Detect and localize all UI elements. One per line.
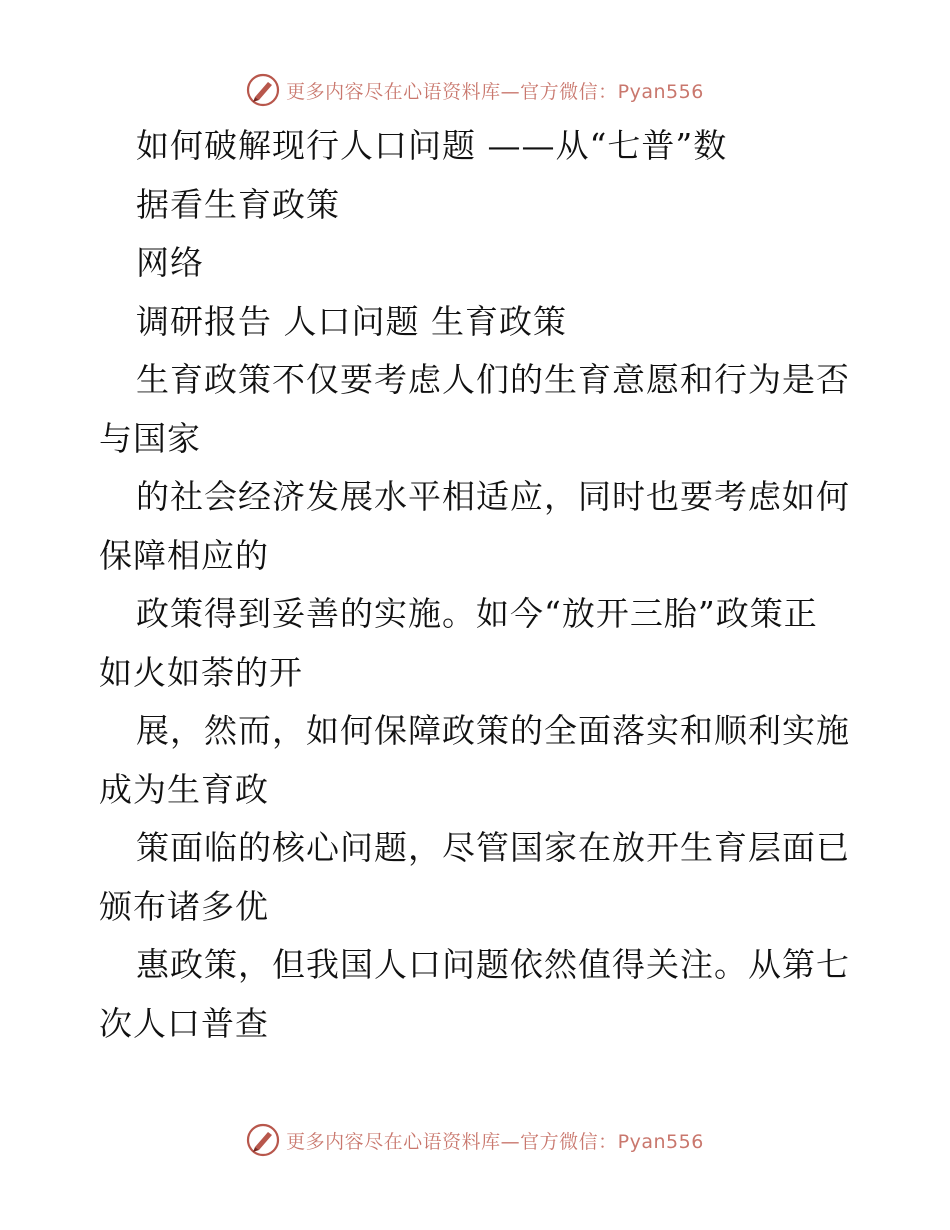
- paragraph-line: 与国家: [99, 418, 201, 458]
- paragraph-line: 成为生育政: [99, 769, 269, 809]
- footer-watermark: [0, 1120, 950, 1160]
- paragraph-line: 保障相应的: [99, 535, 269, 575]
- title-line-2: 据看生育政策: [136, 184, 340, 224]
- document-body: [99, 117, 859, 1053]
- pen-logo-icon: [246, 73, 280, 107]
- title-line-1: 如何破解现行人口问题 ——从“七普”数: [136, 126, 728, 165]
- paragraph-line: 政策得到妥善的实施。如今“放开三胎”政策正: [136, 594, 818, 633]
- watermark-text: 更多内容尽在心语资料库—官方微信：Pyan556: [286, 80, 704, 103]
- watermark-text: 更多内容尽在心语资料库—官方微信：Pyan556: [286, 1130, 704, 1153]
- paragraph-line: 的社会经济发展水平相适应，同时也要考虑如何: [136, 477, 850, 516]
- keywords-line: 调研报告 人口问题 生育政策: [136, 301, 567, 341]
- paragraph-line: 颁布诸多优: [99, 886, 269, 926]
- header-watermark: [0, 70, 950, 110]
- paragraph-line: 如火如荼的开: [99, 652, 303, 692]
- paragraph-line: 惠政策，但我国人口问题依然值得关注。从第七: [136, 945, 850, 984]
- paragraph-line: 生育政策不仅要考虑人们的生育意愿和行为是否: [136, 360, 850, 399]
- source-line: 网络: [136, 243, 204, 282]
- paragraph-line: 次人口普查: [99, 1003, 269, 1043]
- paragraph-line: 展，然而，如何保障政策的全面落实和顺利实施: [136, 711, 850, 750]
- pen-logo-icon: [246, 1123, 280, 1157]
- paragraph-line: 策面临的核心问题，尽管国家在放开生育层面已: [136, 828, 850, 867]
